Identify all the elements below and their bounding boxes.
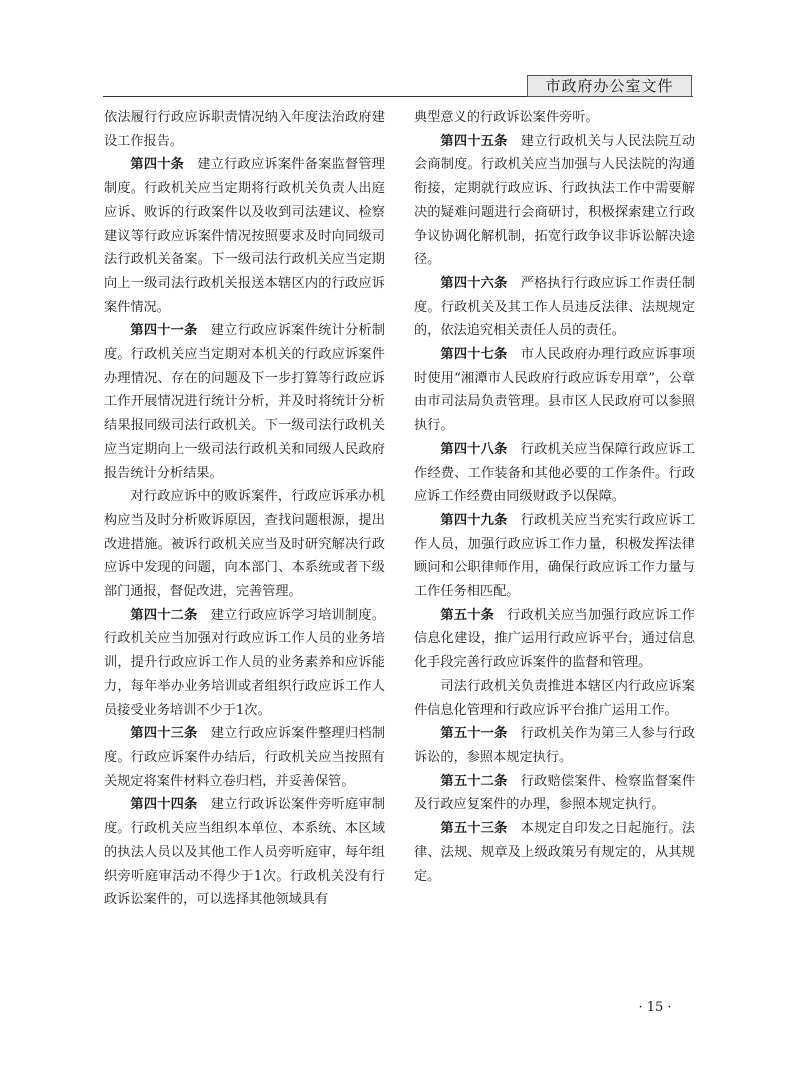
paragraph	[414, 604, 695, 675]
article-number: 第四十一条	[130, 323, 198, 339]
paragraph	[104, 106, 385, 153]
article-number: 第四十六条	[440, 275, 508, 291]
paragraph-text: 行政机关应当保障行政应诉工作经费、工作装备和其他必要的工作条件。行政应诉工作经费由同级财政予以保障。	[414, 441, 696, 505]
paragraph-text: 建立行政应诉学习培训制度。行政机关应当加强对行政应诉工作人员的业务培训，提升行政应诉工作人员的业务素养和应诉能力，每年举办业务培训或者组织行政应诉工作人员接受业务培训不少于1次。	[104, 607, 386, 718]
paragraph-text: 建立行政应诉案件统计分析制度。行政机关应当定期对本机关的行政应诉案件办理情况、存在的问题及下一步打算等行政应诉工作开展情况进行统计分析，并及时将统计分析结果报同级司法行政机关。下一级司法行政机关应当定期向上一级司法行政机关和同级人民政府报告统计分析结果。	[104, 323, 386, 481]
paragraph-text: 建立行政诉讼案件旁听庭审制度。行政机关应当组织本单位、本系统、本区域的执法人员以及其他工作人员旁听庭审，每年组织旁听庭审活动不得少于1次。行政机关没有行政诉讼案件的，可以选择其他领域具有	[104, 797, 386, 908]
paragraph	[414, 106, 695, 130]
article-number: 第四十四条	[130, 797, 198, 813]
paragraph-text: 建立行政机关与人民法院互动会商制度。行政机关应当加强与人民法院的沟通衔接，定期就行政应诉、行政执法工作中需要解决的疑难问题进行会商研讨，积极探索建立行政争议协调化解机制，拓宽行政争议非诉讼解决途径。	[414, 133, 696, 268]
paragraph-text: 行政机关应当加强行政应诉工作信息化建设，推广运用行政应诉平台，通过信息化手段完善行政应诉案件的监督和管理。	[414, 607, 695, 671]
article-number: 第四十九条	[440, 512, 508, 528]
paragraph-text: 严格执行行政应诉工作责任制度。行政机关及其工作人员违反法律、法规规定的，依法追究相关责任人员的责任。	[414, 275, 696, 339]
paragraph-text: 行政机关应当充实行政应诉工作人员，加强行政应诉工作力量，积极发挥法律顾问和公职律师作用，确保行政应诉工作力量与工作任务相匹配。	[414, 512, 696, 600]
paragraph	[414, 509, 695, 604]
paragraph	[104, 604, 385, 723]
paragraph-text: 本规定自印发之日起施行。法律、法规、规章及上级政策另有规定的，从其规定。	[414, 821, 696, 884]
paragraph	[414, 438, 695, 509]
article-number: 第四十七条	[440, 347, 508, 363]
article-number: 第五十一条	[440, 726, 508, 742]
paragraph	[104, 485, 385, 604]
paragraph-text: 依法履行行政应诉职责情况纳入年度法治政府建设工作报告。	[104, 110, 385, 149]
article-number: 第四十五条	[440, 133, 508, 149]
paragraph	[414, 675, 695, 722]
paragraph	[414, 272, 695, 343]
paragraph-text: 典型意义的行政诉讼案件旁听。	[414, 110, 599, 125]
article-number: 第五十二条	[440, 773, 508, 789]
paragraph	[414, 770, 695, 817]
paragraph	[104, 153, 385, 319]
paragraph	[104, 722, 385, 793]
article-number: 第四十二条	[130, 607, 198, 623]
left-column	[104, 106, 385, 912]
paragraph	[104, 793, 385, 912]
page-number: · 15 ·	[638, 1000, 672, 1015]
paragraph-text: 司法行政机关负责推进本辖区内行政应诉案件信息化管理和行政应诉平台推广运用工作。	[414, 678, 695, 718]
article-number: 第五十三条	[440, 821, 508, 837]
article-number: 第四十条	[130, 157, 185, 173]
paragraph	[104, 319, 385, 485]
paragraph-text: 行政赔偿案件、检察监督案件及行政应复案件的办理，参照本规定执行。	[414, 773, 696, 813]
paragraph-text: 建立行政应诉案件整理归档制度。行政应诉案件办结后，行政机关应当按照有关规定将案件材料立卷归档，并妥善保管。	[104, 726, 386, 789]
paragraph-text: 市人民政府办理行政应诉事项时使用“湘潭市人民政府行政应诉专用章”，公章由市司法局负责管理。县市区人民政府可以参照执行。	[414, 347, 696, 434]
paragraph-text: 建立行政应诉案件备案监督管理制度。行政机关应当定期将行政机关负责人出庭应诉、败诉的行政案件以及收到司法建议、检察建议等行政应诉案件情况按照要求及时向同级司法行政机关备案。下一级司法行政机关应当定期向上一级司法行政机关报送本辖区内的行政应诉案件情况。	[104, 157, 385, 315]
article-number: 第五十条	[440, 607, 495, 623]
right-column	[414, 106, 695, 888]
paragraph	[414, 130, 695, 272]
section-title: 市政府办公室文件	[527, 75, 692, 97]
article-number: 第四十八条	[440, 441, 508, 457]
paragraph-text: 对行政应诉中的败诉案件，行政应诉承办机构应当及时分析败诉原因，查找问题根源，提出改进措施。被诉行政机关应当及时研究解决行政应诉中发现的问题，向本部门、本系统或者下级部门通报，督促改进，完善管理。	[104, 489, 385, 600]
paragraph	[414, 817, 695, 888]
paragraph-text: 行政机关作为第三人参与行政诉讼的，参照本规定执行。	[414, 726, 696, 765]
article-number: 第四十三条	[130, 726, 198, 742]
paragraph	[414, 722, 695, 769]
paragraph	[414, 343, 695, 438]
